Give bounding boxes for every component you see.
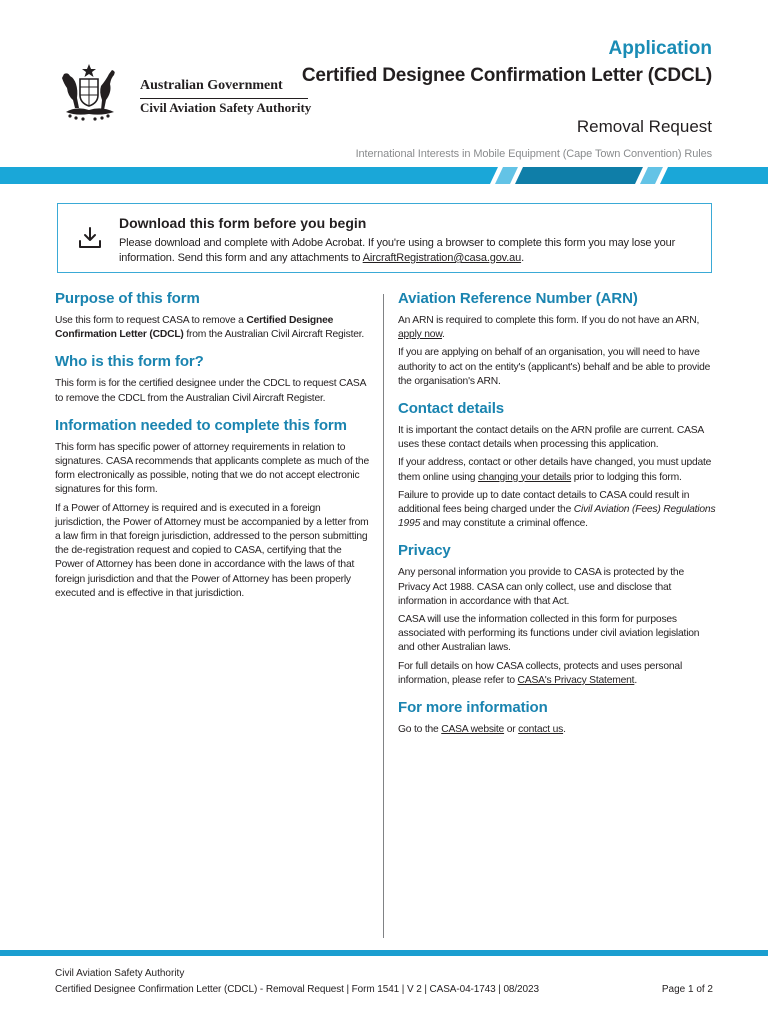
arn-text-1: An ARN is required to complete this form. If you do not have an ARN, apply now.: [398, 315, 700, 341]
privacy-section: [398, 542, 716, 688]
right-column: [398, 290, 716, 748]
coat-of-arms-icon: [56, 62, 122, 124]
contact-heading: Contact details: [398, 400, 505, 418]
arn-section: [398, 290, 716, 389]
left-column: [55, 290, 370, 612]
who-section: [55, 353, 370, 405]
more-info-section: [398, 699, 716, 737]
logo-divider: [140, 98, 308, 99]
who-text: This form is for the certified designee under the CDCL to request CASA to remove the CDCL from the Australian Civil Aircraft Register.: [55, 378, 366, 404]
purpose-text: Use this form to request CASA to remove a Certified Designee Confirmation Letter (CDCL) from the Australian Civil Aircraft Register.: [55, 315, 365, 341]
info-text-2: If a Power of Attorney is required and is executed in a foreign jurisdiction, the Power of Attorney must be accompanied by a letter from a law firm in that foreign jurisdiction, addressed to the person submitting the de-registration request and copied to CASA, certifying that the Power of Attorney has been done in accordance with the laws of that foreign jurisdiction and that the Power of Attorney has been properly executed and is effective in that jurisdiction.: [55, 502, 369, 599]
form-type-label: Application: [608, 38, 712, 59]
form-rules-reference: International Interests in Mobile Equipment (Cape Town Convention) Rules: [355, 148, 712, 160]
registration-email-link[interactable]: AircraftRegistration@casa.gov.au: [362, 252, 522, 264]
footer-form-reference: Certified Designee Confirmation Letter (CDCL) - Removal Request | Form 1541 | V 2 | CASA-04-1743 | 08/2023: [55, 984, 539, 995]
download-notice-title: Download this form before you begin: [119, 215, 367, 231]
contact-text-1: It is important the contact details on the ARN profile are current. CASA uses these contact details when processing this application.: [398, 425, 704, 451]
form-subtitle: Removal Request: [576, 117, 712, 136]
contact-us-link[interactable]: contact us: [518, 724, 564, 736]
contact-section: [398, 400, 716, 531]
purpose-heading: Purpose of this form: [55, 290, 200, 307]
download-notice-end: .: [521, 252, 524, 264]
privacy-heading: Privacy: [398, 542, 451, 560]
info-text-1: This form has specific power of attorney requirements in relation to signatures. CASA recommends that applicants complete as much of the form electronically as possible, noting that we do not accept electronic signatures for this form.: [55, 441, 369, 496]
form-title: Certified Designee Confirmation Letter (CDCL): [301, 65, 712, 86]
privacy-statement-link[interactable]: CASA's Privacy Statement: [517, 674, 635, 686]
privacy-text-3: For full details on how CASA collects, protects and uses personal information, please refer to CASA's Privacy Statement.: [398, 660, 683, 686]
apply-now-link[interactable]: apply now: [398, 329, 442, 341]
changing-details-link[interactable]: changing your details: [477, 471, 572, 483]
privacy-text-1: Any personal information you provide to CASA is protected by the Privacy Act 1988. CASA can only collect, use and disclose that information in accordance with that Act.: [398, 567, 684, 607]
agency-name: Civil Aviation Safety Authority: [140, 100, 312, 115]
casa-website-link[interactable]: CASA website: [441, 724, 505, 736]
info-section: [55, 417, 370, 601]
info-heading: Information needed to complete this form: [55, 416, 347, 434]
footer-organisation: Civil Aviation Safety Authority: [55, 968, 185, 979]
arn-heading: Aviation Reference Number (ARN): [398, 290, 638, 307]
page-number: Page 1 of 2: [661, 984, 713, 995]
more-info-text: Go to the CASA website or contact us.: [398, 724, 566, 736]
privacy-text-2: CASA will use the information collected in this form for purposes associated with performing its functions under civil aviation legislation and other Australian laws.: [398, 614, 700, 654]
header-banner-stripe: [0, 167, 768, 184]
contact-text-3: Failure to provide up to date contact details to CASA could result in additional fees being charged under the Civil Aviation (Fees) Regulations 1995 and may constitute a criminal offence.: [398, 489, 716, 530]
footer-rule: [0, 950, 768, 956]
casa-logo: [56, 62, 316, 126]
download-notice-text: [119, 236, 699, 266]
purpose-section: [55, 290, 370, 342]
arn-text-2: If you are applying on behalf of an organisation, you will need to have authority to act on the entity's (applicant's) behalf and be able to provide the organisation's ARN.: [398, 347, 711, 387]
government-name: Australian Government: [140, 78, 283, 93]
who-heading: Who is this form for?: [55, 353, 204, 371]
download-icon: [78, 226, 102, 250]
contact-text-2: If your address, contact or other details have changed, you must update them online using changing your details prior to lodging this form.: [398, 457, 712, 483]
download-notice-body: Please download and complete with Adobe Acrobat. If you're using a browser to complete this form you may lose your information. Send this form and any attachments to: [119, 237, 676, 264]
more-info-heading: For more information: [398, 699, 548, 717]
download-notice-box: [57, 203, 712, 273]
column-divider: [383, 294, 384, 938]
